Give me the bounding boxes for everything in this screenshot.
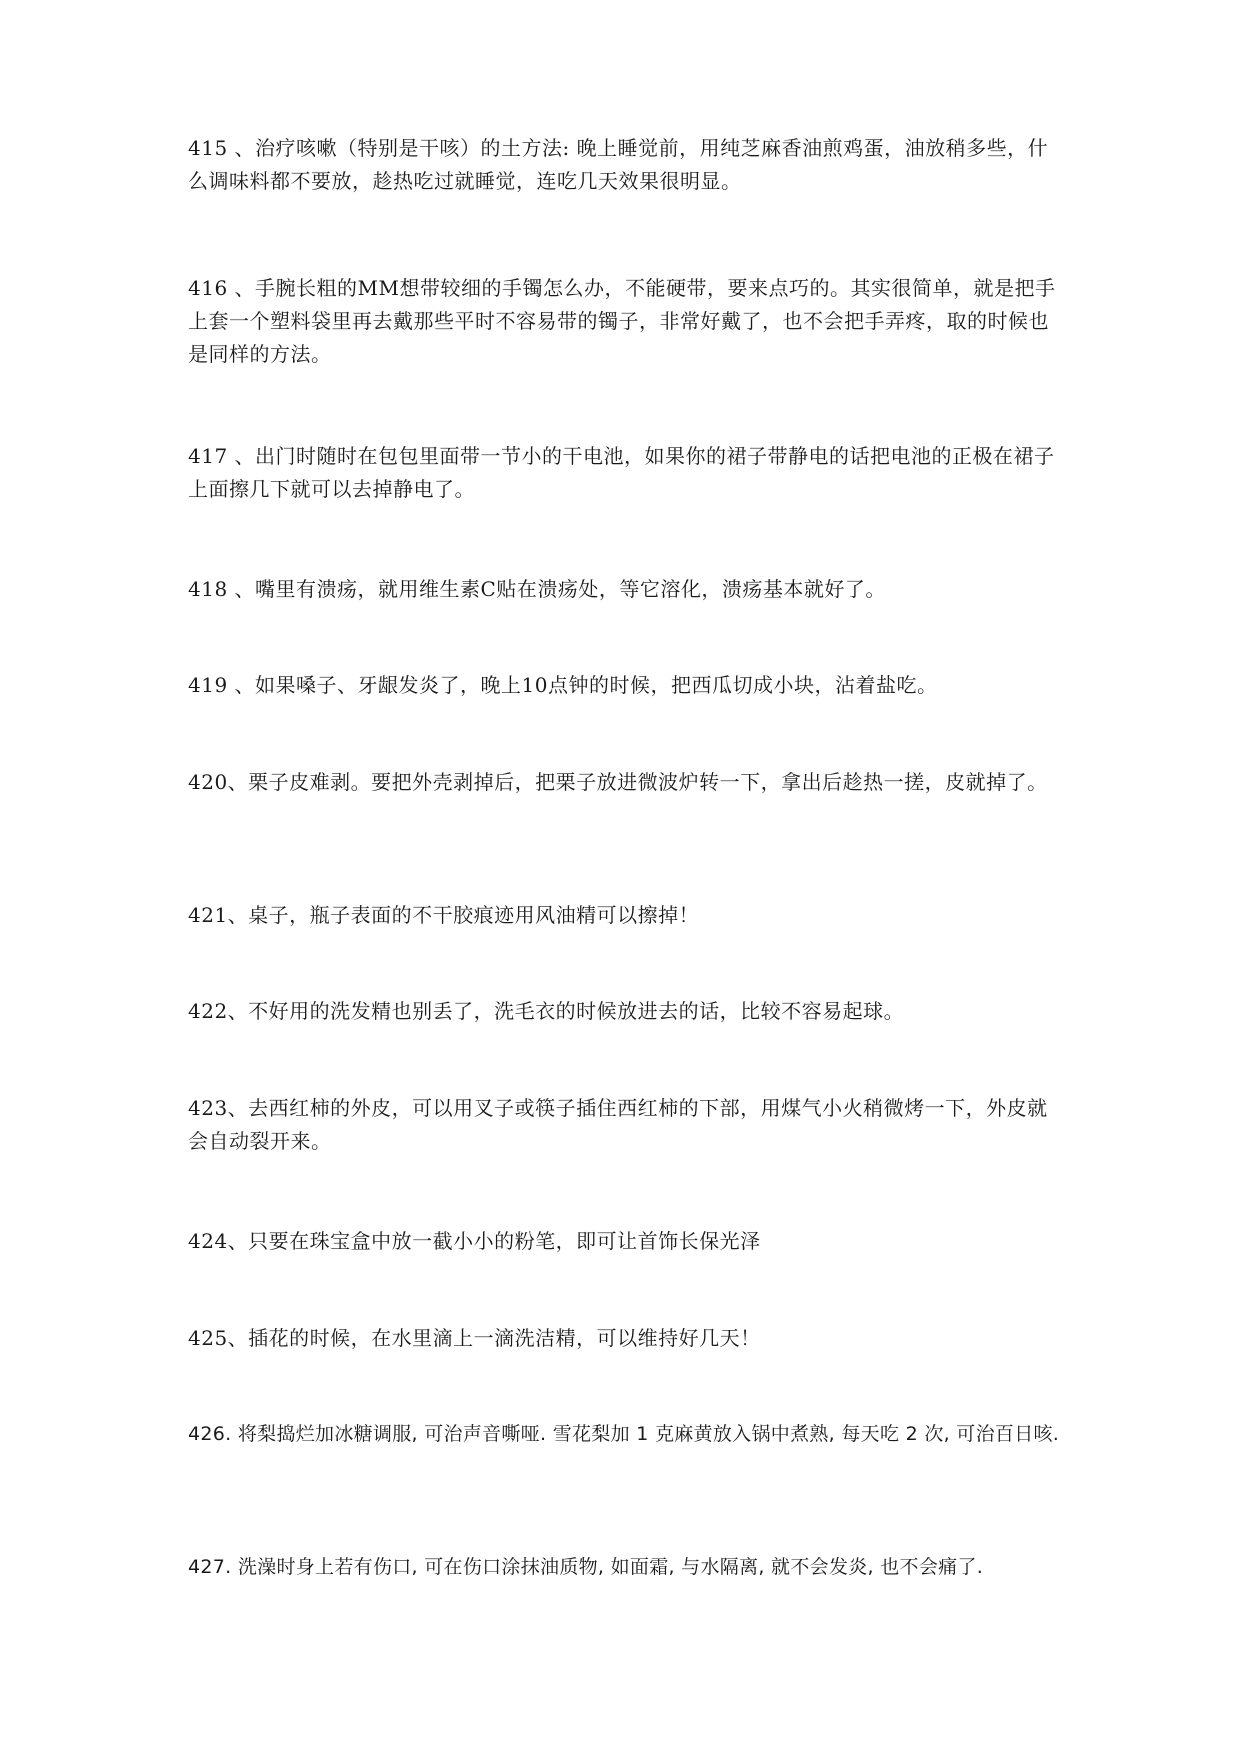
tip-416: 416 、手腕长粗的MM想带较细的手镯怎么办，不能硬带，要来点巧的。其实很简单，就是把手上套一个塑料袋里再去戴那些平时不容易带的镯子，非常好戴了，也不会把手弄疼，取的时候也是同样的方法。 (188, 276, 1056, 366)
tip-427: 427. 洗澡时身上若有伤口, 可在伤口涂抹油质物, 如面霜, 与水隔离, 就不会发炎, 也不会痛了. (188, 1556, 984, 1578)
tip-422: 422、不好用的洗发精也别丢了，洗毛衣的时候放进去的话，比较不容易起球。 (188, 999, 905, 1023)
tip-415: 415 、治疗咳嗽（特别是干咳）的土方法: 晚上睡觉前，用纯芝麻香油煎鸡蛋，油放稍多些，什么调味料都不要放，趁热吃过就睡觉，连吃几天效果很明显。 (188, 136, 1049, 193)
tip-417: 417 、出门时随时在包包里面带一节小的干电池，如果你的裙子带静电的话把电池的正极在裙子上面擦几下就可以去掉静电了。 (188, 444, 1055, 501)
tip-426: 426. 将梨捣烂加冰糖调服, 可治声音嘶哑. 雪花梨加 1 克麻黄放入锅中煮熟, 每天吃 2 次, 可治百日咳. (188, 1423, 1060, 1445)
tip-419: 419 、如果嗓子、牙龈发炎了，晚上10点钟的时候，把西瓜切成小块，沾着盐吃。 (188, 673, 938, 697)
tip-425: 425、插花的时候，在水里滴上一滴洗洁精，可以维持好几天！ (188, 1326, 761, 1350)
tip-424: 424、只要在珠宝盒中放一截小小的粉笔，即可让首饰长保光泽 (188, 1229, 761, 1253)
tip-418: 418 、嘴里有溃疡，就用维生素C贴在溃疡处，等它溶化，溃疡基本就好了。 (188, 577, 886, 601)
tip-420: 420、栗子皮难剥。要把外壳剥掉后，把栗子放进微波炉转一下，拿出后趁热一搓，皮就掉了。 (188, 770, 1048, 794)
tip-421: 421、桌子，瓶子表面的不干胶痕迹用风油精可以擦掉！ (188, 903, 700, 927)
tip-423: 423、去西红柿的外皮，可以用叉子或筷子插住西红柿的下部，用煤气小火稍微烤一下，外皮就会自动裂开来。 (188, 1096, 1048, 1153)
